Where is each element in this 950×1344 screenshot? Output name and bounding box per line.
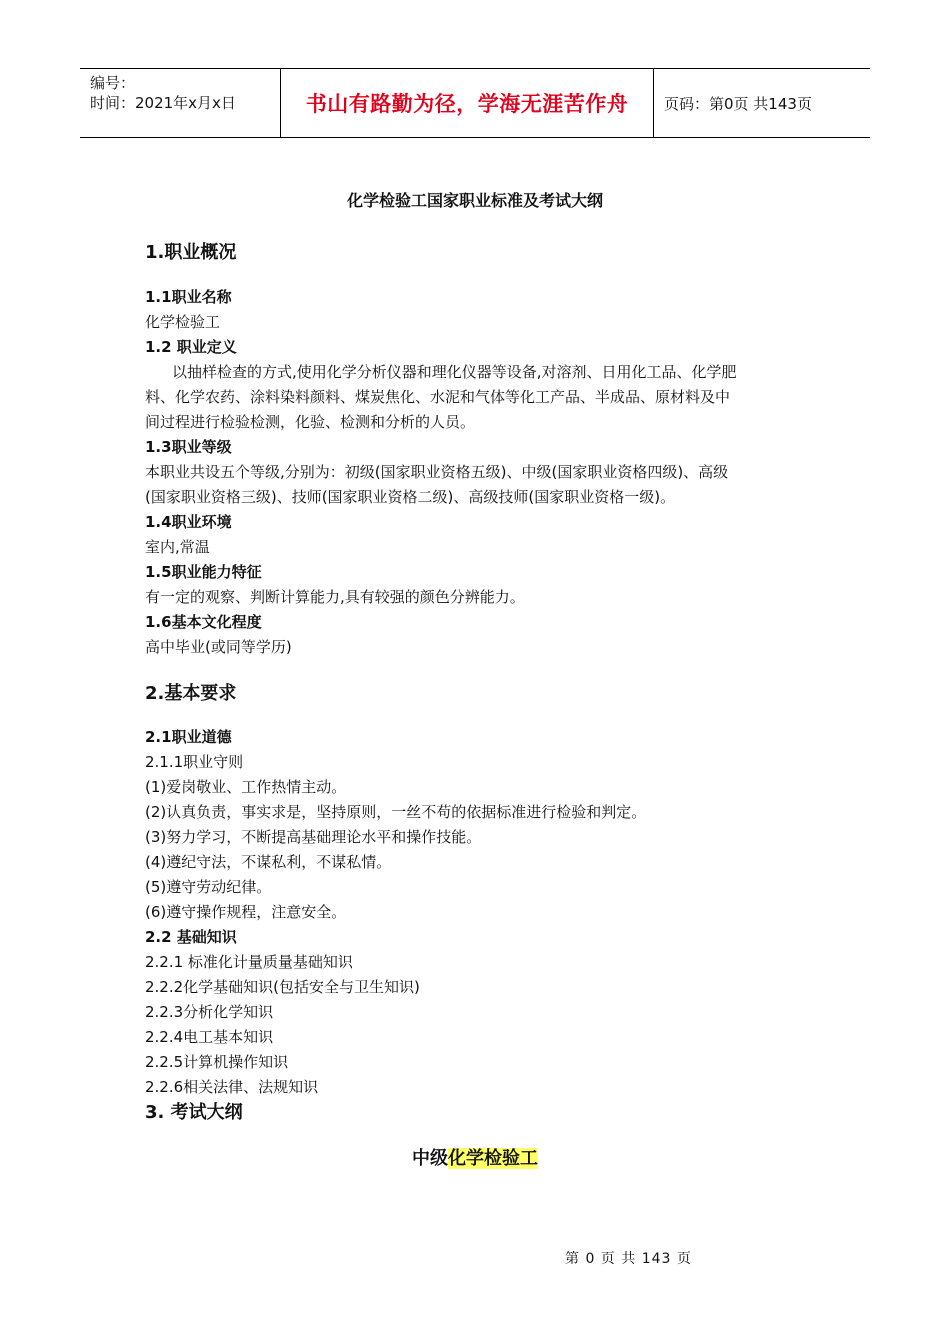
knowledge-3: 2.2.3分析化学知识: [145, 1003, 274, 1021]
rule-1: (1)爱岗敬业、工作热情主动。: [145, 778, 347, 796]
section-1-1-heading: 1.1职业名称: [145, 288, 232, 306]
document-title: 化学检验工国家职业标准及考试大纲: [346, 191, 603, 210]
motto: 书山有路勤为径，学海无涯苦作舟: [305, 92, 629, 116]
section-1-4-text: 室内,常温: [145, 538, 210, 556]
section-2-1-1: 2.1.1职业守则: [145, 753, 244, 771]
date-label: 时间：2021年x月x日: [90, 94, 236, 112]
section-2-heading: 2.基本要求: [145, 683, 237, 704]
rule-4: (4)遵纪守法，不谋私利，不谋私情。: [145, 853, 392, 871]
knowledge-1: 2.2.1 标准化计量质量基础知识: [145, 953, 353, 971]
section-1-6-text: 高中毕业(或同等学历): [145, 638, 292, 656]
subtitle-prefix: 中级: [412, 1148, 448, 1169]
section-1-3-text-1: 本职业共设五个等级,分别为：初级(国家职业资格五级)、中级(国家职业资格四级)、高级: [145, 463, 729, 481]
rule-5: (5)遵守劳动纪律。: [145, 878, 272, 896]
section-2-1-heading: 2.1职业道德: [145, 728, 232, 746]
section-1-2-heading: 1.2 职业定义: [145, 338, 237, 356]
section-1-4-heading: 1.4职业环境: [145, 513, 232, 531]
rule-2: (2)认真负责，事实求是，坚持原则，一丝不苟的依据标准进行检验和判定。: [145, 803, 647, 821]
knowledge-2: 2.2.2化学基础知识(包括安全与卫生知识): [145, 978, 420, 996]
section-1-5-text: 有一定的观察、判断计算能力,具有较强的颜色分辨能力。: [145, 588, 525, 606]
page-footer: 第 0 页 共 143 页: [565, 1251, 692, 1267]
subtitle: [0, 1144, 950, 1170]
section-1-2-text-1: 以抽样检查的方式,使用化学分析仪器和理化仪器等设备,对溶剂、日用化工品、化学肥: [172, 363, 737, 381]
number-label: 编号：: [90, 74, 136, 92]
knowledge-5: 2.2.5计算机操作知识: [145, 1053, 289, 1071]
section-1-2-text-3: 间过程进行检验检测，化验、检测和分析的人员。: [145, 413, 476, 431]
rule-3: (3)努力学习，不断提高基础理论水平和操作技能。: [145, 828, 482, 846]
section-1-5-heading: 1.5职业能力特征: [145, 563, 262, 581]
section-3-heading: 3. 考试大纲: [145, 1102, 243, 1123]
section-1-3-heading: 1.3职业等级: [145, 438, 232, 456]
section-1-1-text: 化学检验工: [145, 313, 221, 331]
header-meta-cell: [80, 69, 281, 137]
header-table: [80, 68, 870, 138]
section-1-2-text-2: 料、化学农药、涂料染料颜料、煤炭焦化、水泥和气体等化工产品、半成品、原材料及中: [145, 388, 731, 406]
subtitle-highlight: 化学检验工: [448, 1148, 538, 1169]
section-1-3-text-2: (国家职业资格三级)、技师(国家职业资格二级)、高级技师(国家职业资格一级)。: [145, 488, 676, 506]
knowledge-4: 2.2.4电工基本知识: [145, 1028, 274, 1046]
section-1-heading: 1.职业概况: [145, 242, 237, 263]
header-page-info: 页码：第0页 共143页: [664, 94, 812, 113]
section-2-2-heading: 2.2 基础知识: [145, 928, 237, 946]
section-1-6-heading: 1.6基本文化程度: [145, 613, 262, 631]
header-motto-cell: [281, 69, 654, 137]
knowledge-6: 2.2.6相关法律、法规知识: [145, 1078, 319, 1096]
rule-6: (6)遵守操作规程，注意安全。: [145, 903, 347, 921]
